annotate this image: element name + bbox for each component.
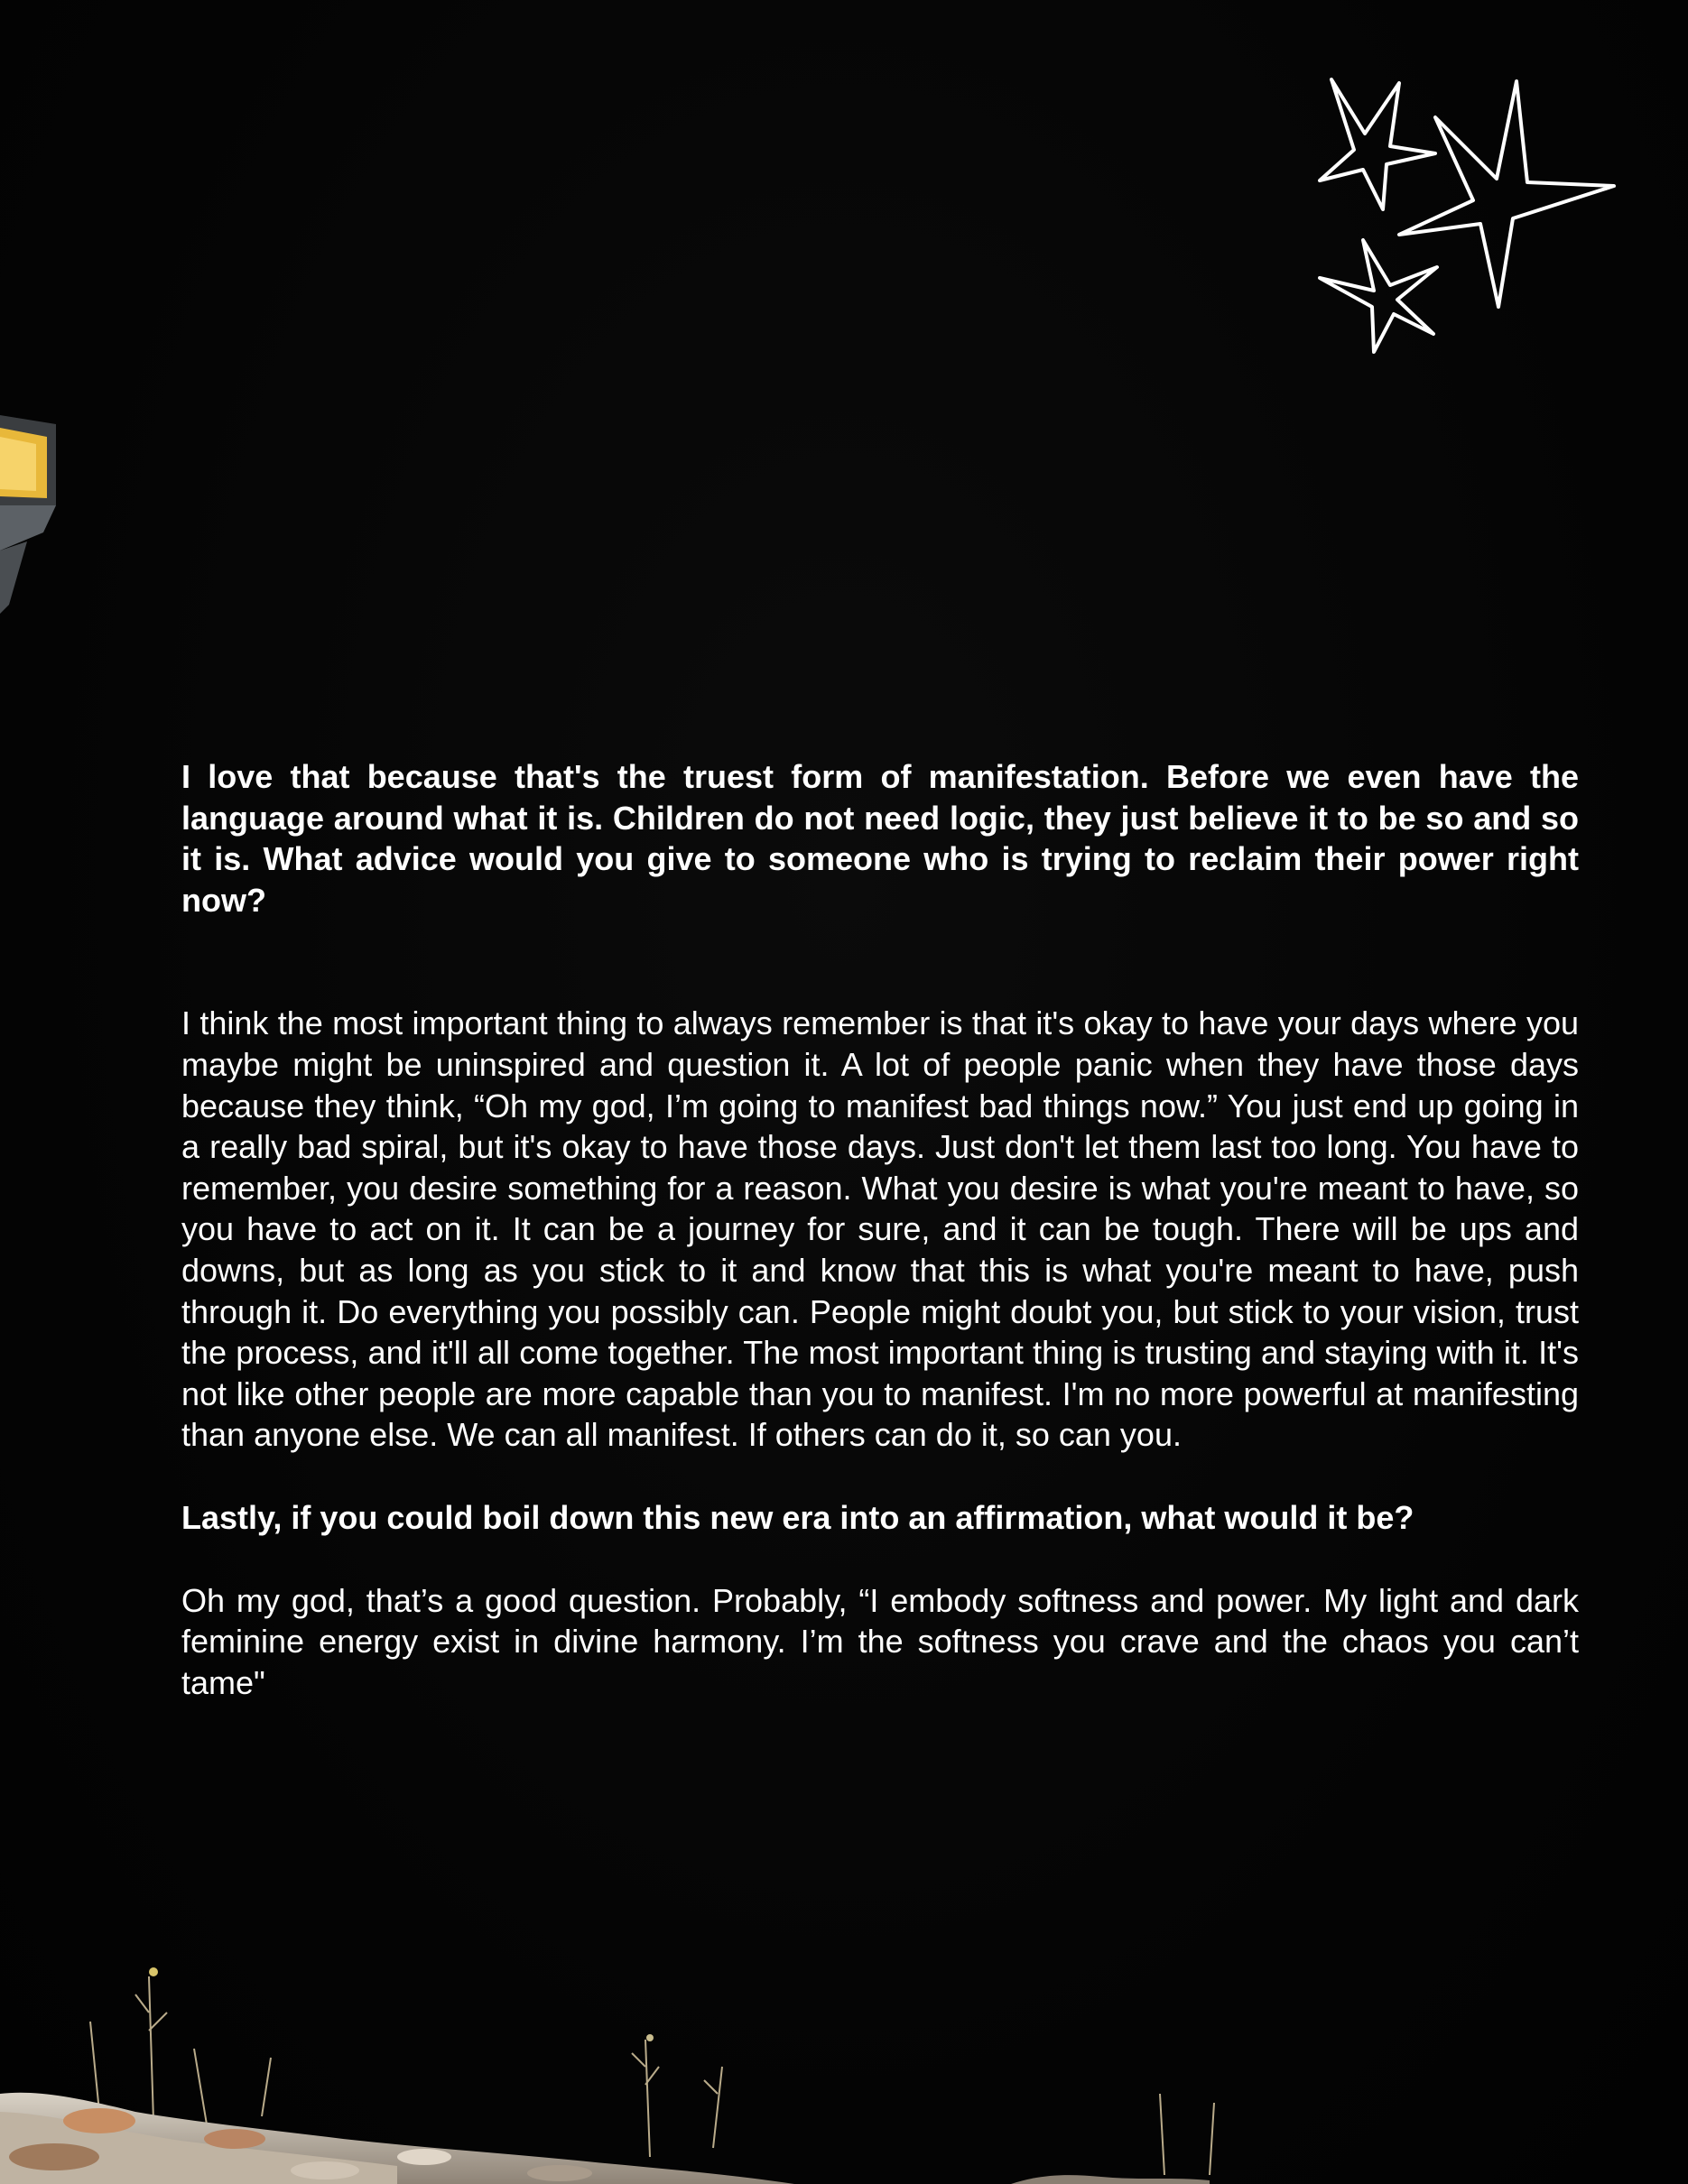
interview-question-2: Lastly, if you could boil down this new era into an affirmation, what would it be? xyxy=(181,1498,1414,1536)
rocky-hillside xyxy=(0,1886,1688,2184)
hand-drawn-stars-icon xyxy=(1300,63,1625,370)
interview-answer-2: Oh my god, that’s a good question. Probably, “I embody softness and power. My light and dark feminine energy exist in divine harmony. I’m the softness you crave and the chaos you can’t tame" xyxy=(181,1581,1579,1701)
street-lamp xyxy=(0,397,72,614)
interview-answer-1: I think the most important thing to always remember is that it's okay to have your days where you maybe might be uninspired and question it. A lot of people panic when they have those days because they think, “Oh my god, I’m going to manifest bad things now.” You just end up going in a really bad spiral, but it's okay to have those days. Just don't let them last too long. You have to remember, you desire something for a reason. What you desire is what you're meant to have, so you have to act on it. It can be a journey for sure, and it can be tough. There will be ups and downs, but as long as you stick to it and know that this is what you're meant to have, push through it. Do everything you possibly can. People might doubt you, but stick to your vision, trust the process, and it'll all come together. The most important thing is trusting and staying with it. It's not like other people are more capable than you to manifest. I'm no more powerful at manifesting than anyone else. We can all manifest. If others can do it, so can you. xyxy=(181,1004,1579,1454)
article-body xyxy=(181,756,1579,1703)
interview-question-1: I love that because that's the truest form of manifestation. Before we even have the language around what it is. Children do not need logic, they just believe it to be so and so it is. What advice would you give to someone who is trying to reclaim their power right now? xyxy=(181,758,1579,919)
